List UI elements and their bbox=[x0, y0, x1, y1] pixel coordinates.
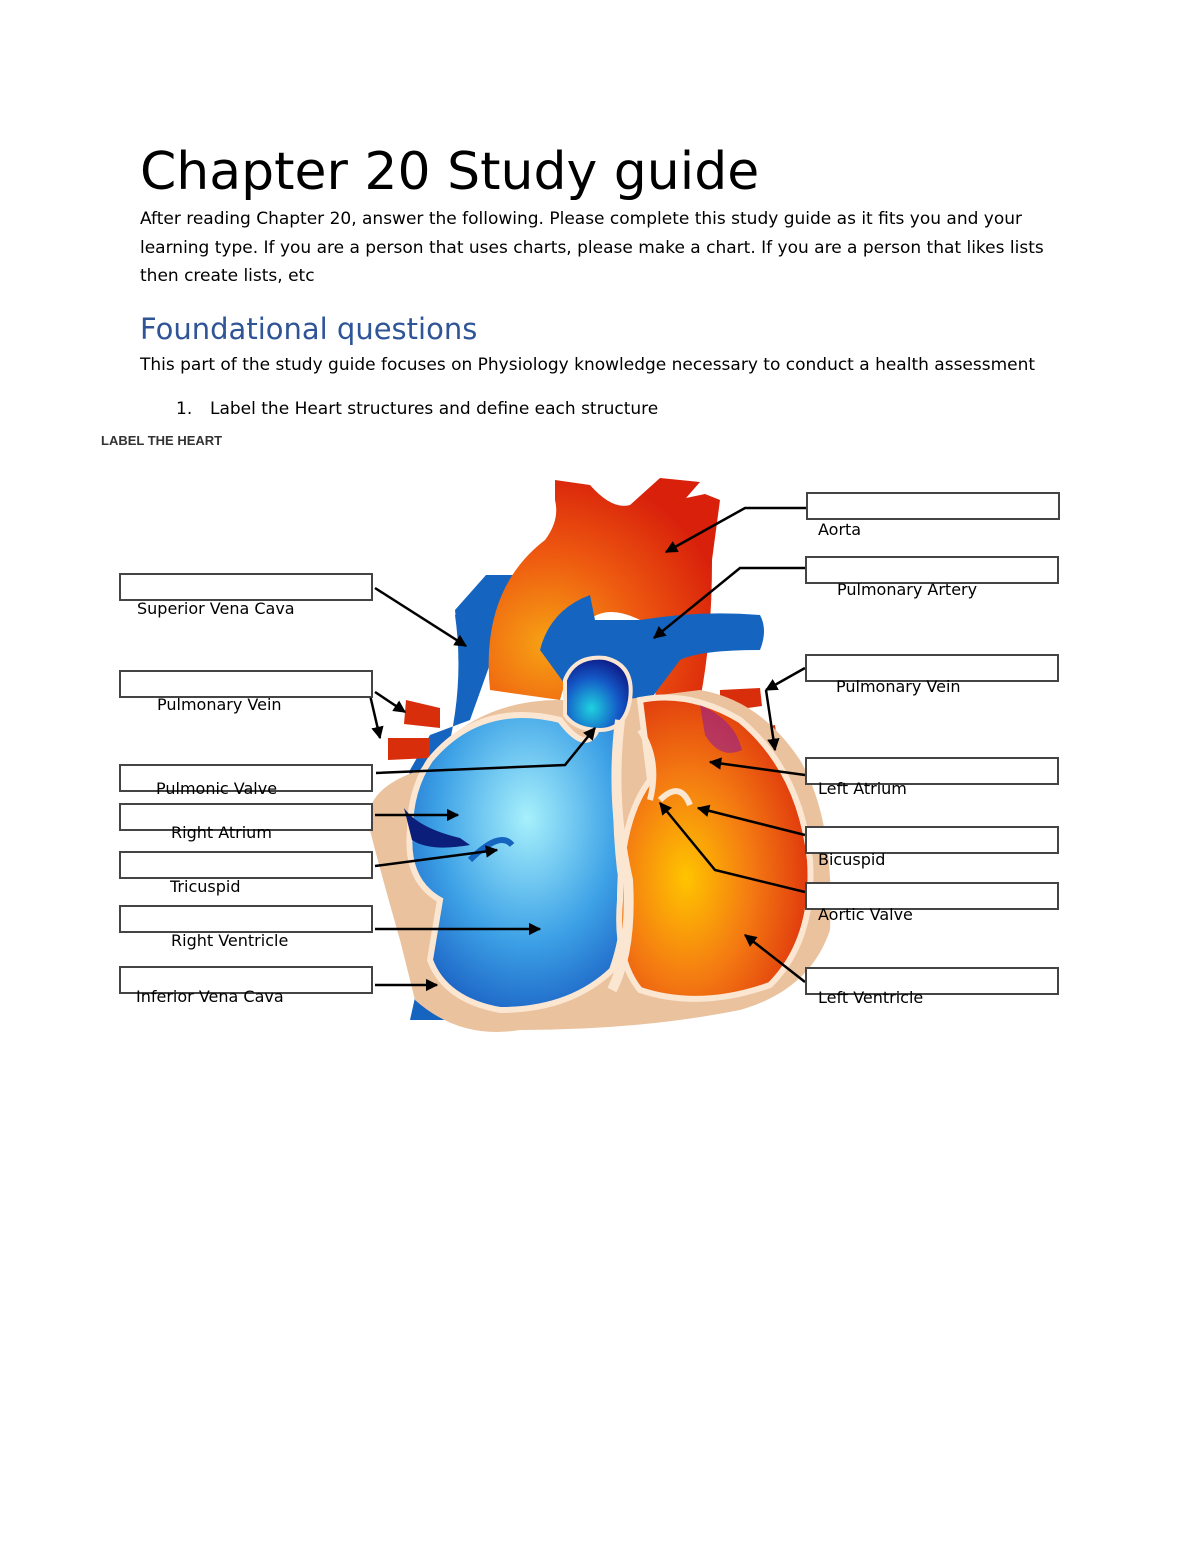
list-number: 1. bbox=[176, 399, 193, 419]
label-pulmonary-artery: Pulmonary Artery bbox=[837, 580, 978, 599]
intro-paragraph: After reading Chapter 20, answer the following. Please complete this study guide as it fits you and your learning type. If you are a person that uses charts, please make a chart. If you are a person that likes lists then create lists, etc bbox=[140, 209, 1044, 286]
list-text: Label the Heart structures and define each structure bbox=[210, 399, 659, 419]
pointer-pulmonary-vein-left-b bbox=[370, 695, 380, 738]
answer-box-right-ventricle[interactable] bbox=[119, 905, 373, 933]
label-left-atrium: Left Atrium bbox=[818, 779, 907, 798]
label-tricuspid: Tricuspid bbox=[170, 877, 241, 896]
diagram-title: LABEL THE HEART bbox=[101, 433, 223, 448]
label-superior-vena-cava: Superior Vena Cava bbox=[137, 599, 295, 618]
section-heading: Foundational questions bbox=[140, 312, 478, 346]
answer-box-aorta[interactable] bbox=[806, 492, 1060, 520]
label-aortic-valve: Aortic Valve bbox=[818, 905, 913, 924]
label-pulmonary-vein-right: Pulmonary Vein bbox=[836, 677, 961, 696]
answer-box-superior-vena-cava[interactable] bbox=[119, 573, 373, 601]
answer-box-tricuspid[interactable] bbox=[119, 851, 373, 879]
right-heart-chambers bbox=[409, 715, 623, 1010]
label-pulmonary-vein-left: Pulmonary Vein bbox=[157, 695, 282, 714]
label-pulmonic-valve: Pulmonic Valve bbox=[156, 779, 278, 798]
label-right-atrium: Right Atrium bbox=[171, 823, 272, 842]
label-right-ventricle: Right Ventricle bbox=[171, 931, 289, 950]
pointer-superior-vena-cava bbox=[375, 588, 466, 646]
label-left-ventricle: Left Ventricle bbox=[818, 988, 924, 1007]
pointer-pulmonary-vein-right-a bbox=[766, 668, 805, 690]
pulmonic-valve-shape bbox=[565, 658, 631, 730]
page-title: Chapter 20 Study guide bbox=[140, 142, 760, 202]
label-bicuspid: Bicuspid bbox=[818, 850, 886, 869]
label-aorta: Aorta bbox=[818, 520, 862, 539]
section-description: This part of the study guide focuses on Physiology knowledge necessary to conduct a health assessment bbox=[140, 355, 1036, 375]
pointer-pulmonary-vein-left-a bbox=[375, 692, 405, 712]
label-inferior-vena-cava: Inferior Vena Cava bbox=[136, 987, 284, 1006]
answer-box-pulmonary-vein-left[interactable] bbox=[119, 670, 373, 698]
